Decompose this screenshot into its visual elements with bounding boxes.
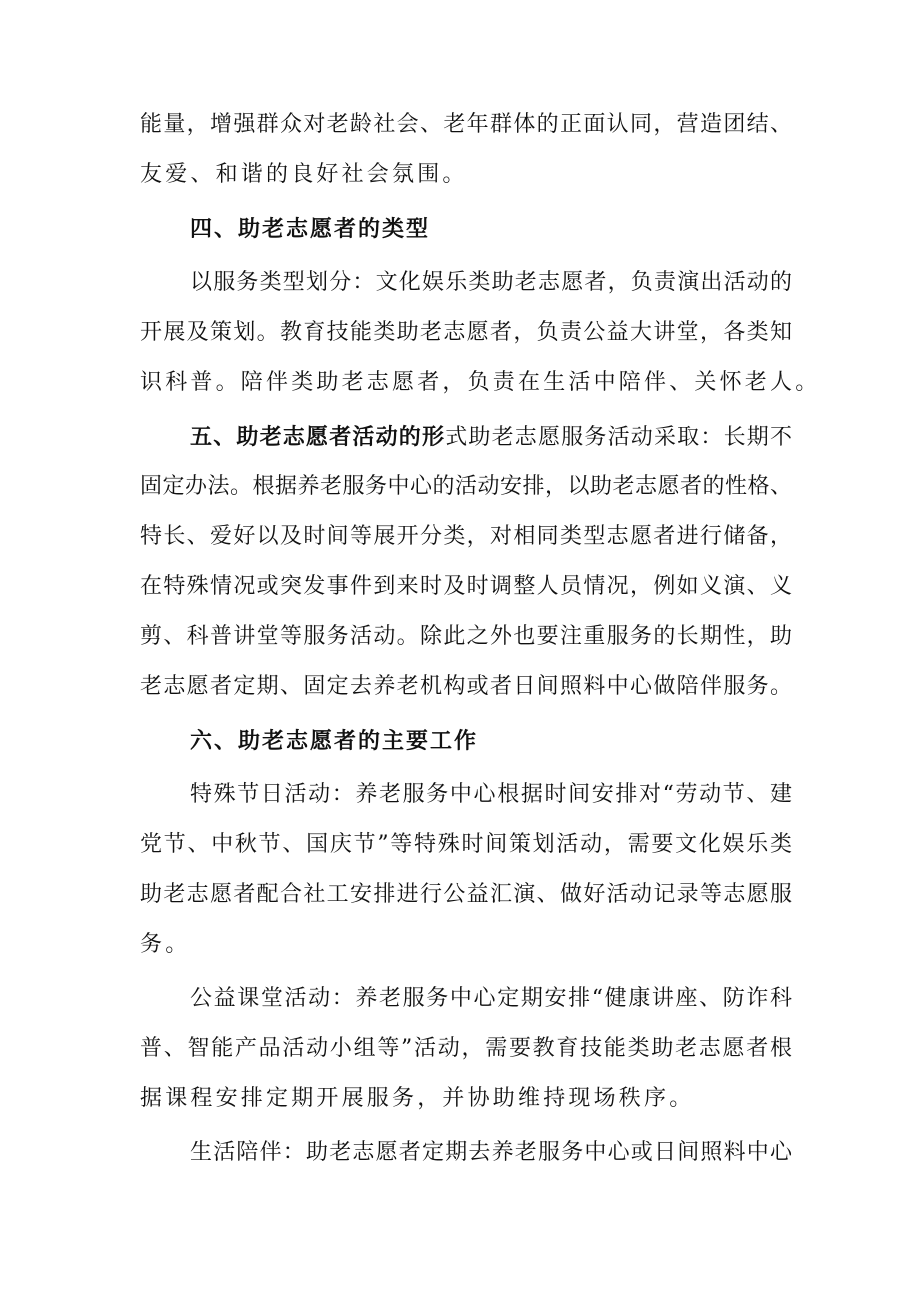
paragraph-line: 开展及策划。教育技能类助老志愿者，负责公益大讲堂，各类知 [140, 320, 792, 345]
paragraph-line: 固定办法。根据养老服务中心的活动安排，以助老志愿者的性格、 [140, 474, 792, 499]
paragraph-line: 剪、科普讲堂等服务活动。除此之外也要注重服务的长期性，助 [140, 624, 792, 649]
paragraph-line: 公益课堂活动：养老服务中心定期安排“健康讲座、防诈科 [190, 986, 792, 1011]
section-heading-5-line [190, 422, 792, 453]
paragraph-line: 能量，增强群众对老龄社会、老年群体的正面认同，营造团结、 [140, 112, 792, 137]
paragraph-line: 据课程安排定期开展服务，并协助维持现场秩序。 [140, 1086, 695, 1111]
section-heading-4: 四、助老志愿者的类型 [190, 216, 431, 242]
section-heading-6: 六、助老志愿者的主要工作 [190, 728, 479, 754]
paragraph-line: 普、智能产品活动小组等”活动，需要教育技能类助老志愿者根 [140, 1036, 792, 1061]
paragraph-line: 助老志愿者配合社工安排进行公益汇演、做好活动记录等志愿服 [140, 882, 792, 907]
paragraph-line: 特长、爱好以及时间等展开分类，对相同类型志愿者进行储备， [140, 524, 792, 549]
paragraph-text: 式助老志愿服务活动采取：长期不 [445, 425, 792, 450]
paragraph-line: 友爱、和谐的良好社会氛围。 [140, 162, 468, 187]
paragraph-line: 务。 [140, 932, 191, 957]
section-heading-5: 五、助老志愿者活动的形 [190, 424, 446, 450]
paragraph-line: 在特殊情况或突发事件到来时及时调整人员情况，例如义演、义 [140, 574, 792, 599]
paragraph-line: 识科普。陪伴类助老志愿者，负责在生活中陪伴、关怀老人。 [140, 370, 821, 395]
paragraph-line: 生活陪伴：助老志愿者定期去养老服务中心或日间照料中心 [190, 1140, 792, 1165]
paragraph-line: 老志愿者定期、固定去养老机构或者日间照料中心做陪伴服务。 [140, 674, 792, 699]
paragraph-line: 党节、中秋节、国庆节”等特殊时间策划活动，需要文化娱乐类 [140, 832, 792, 857]
paragraph-line: 特殊节日活动：养老服务中心根据时间安排对“劳动节、建 [190, 782, 792, 807]
paragraph-line: 以服务类型划分：文化娱乐类助老志愿者，负责演出活动的 [190, 270, 792, 295]
